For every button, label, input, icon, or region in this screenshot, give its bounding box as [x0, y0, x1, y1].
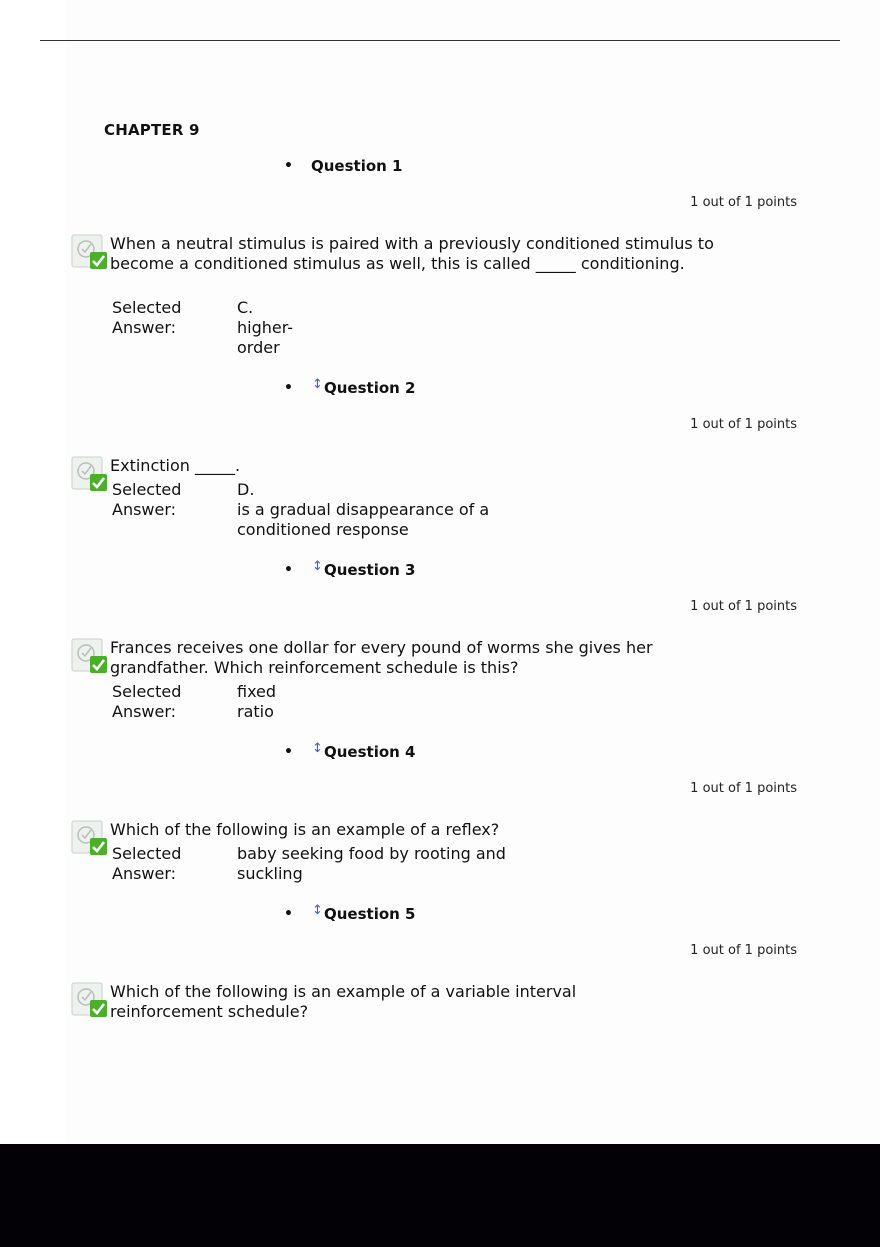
answer-line: ratio: [237, 702, 274, 721]
question-4-heading: [284, 740, 416, 761]
question-4-points: 1 out of 1 points: [690, 781, 797, 796]
selected-label: Selected: [112, 682, 182, 701]
answer-line: is a gradual disappearance of a: [237, 500, 490, 519]
answer-line: C.: [237, 298, 254, 317]
answer-label: Answer:: [112, 500, 177, 519]
page-margin: [0, 0, 66, 1144]
bullet: •: [284, 906, 293, 922]
question-2-heading: [284, 376, 416, 397]
top-divider: [40, 40, 840, 41]
correct-check-icon: [71, 234, 109, 272]
question-1-heading: [284, 157, 403, 175]
selected-label: Selected: [112, 480, 182, 499]
bullet: •: [284, 380, 293, 396]
drag-handle-icon[interactable]: ↕: [312, 740, 323, 756]
drag-handle-icon[interactable]: ↕: [312, 902, 323, 918]
question-1-text: When a neutral stimulus is paired with a previously conditioned stimulus to become a conditioned stimulus as well, this is called _____ conditioning.: [110, 234, 714, 273]
answer-line: baby seeking food by rooting and: [237, 844, 506, 863]
question-4-title: Question 4: [324, 743, 416, 761]
question-2-text: Extinction _____.: [110, 456, 241, 475]
question-3-title: Question 3: [324, 561, 416, 579]
question-1-selected-answer: [112, 298, 537, 358]
question-5-points: 1 out of 1 points: [690, 943, 797, 958]
question-3-text: Frances receives one dollar for every pound of worms she gives her grandfather. Which reinforcement schedule is this?: [110, 638, 653, 677]
question-4-selected-answer: [112, 844, 537, 884]
question-3-selected-answer: [112, 682, 537, 722]
answer-line: higher-: [237, 318, 294, 337]
chapter-title: CHAPTER 9: [104, 121, 200, 139]
answer-line: D.: [237, 480, 255, 499]
question-5-title: Question 5: [324, 905, 416, 923]
correct-check-icon: [71, 982, 109, 1020]
question-2-selected-answer: [112, 480, 537, 540]
answer-label: Answer:: [112, 864, 177, 883]
question-2-title: Question 2: [324, 379, 416, 397]
bottom-black-bar: [0, 1144, 880, 1247]
question-3-heading: [284, 558, 416, 579]
question-1-points: 1 out of 1 points: [690, 195, 797, 210]
question-1-title: Question 1: [311, 157, 403, 175]
question-5-heading: [284, 902, 416, 923]
question-2-points: 1 out of 1 points: [690, 417, 797, 432]
question-3-points: 1 out of 1 points: [690, 599, 797, 614]
answer-label: Answer:: [112, 318, 177, 337]
answer-line: conditioned response: [237, 520, 409, 539]
correct-check-icon: [71, 638, 109, 676]
answer-label: Answer:: [112, 702, 177, 721]
correct-check-icon: [71, 456, 109, 494]
correct-check-icon: [71, 820, 109, 858]
answer-line: fixed: [237, 682, 277, 701]
bullet: •: [284, 562, 293, 578]
answer-line: suckling: [237, 864, 303, 883]
selected-label: Selected: [112, 298, 182, 317]
question-5-text: Which of the following is an example of a variable interval reinforcement schedule?: [110, 982, 577, 1021]
drag-handle-icon[interactable]: ↕: [312, 558, 323, 574]
answer-line: order: [237, 338, 280, 357]
question-4-text: Which of the following is an example of a reflex?: [110, 820, 500, 839]
bullet: •: [284, 744, 293, 760]
selected-label: Selected: [112, 844, 182, 863]
bullet: •: [284, 158, 293, 174]
drag-handle-icon[interactable]: ↕: [312, 376, 323, 392]
